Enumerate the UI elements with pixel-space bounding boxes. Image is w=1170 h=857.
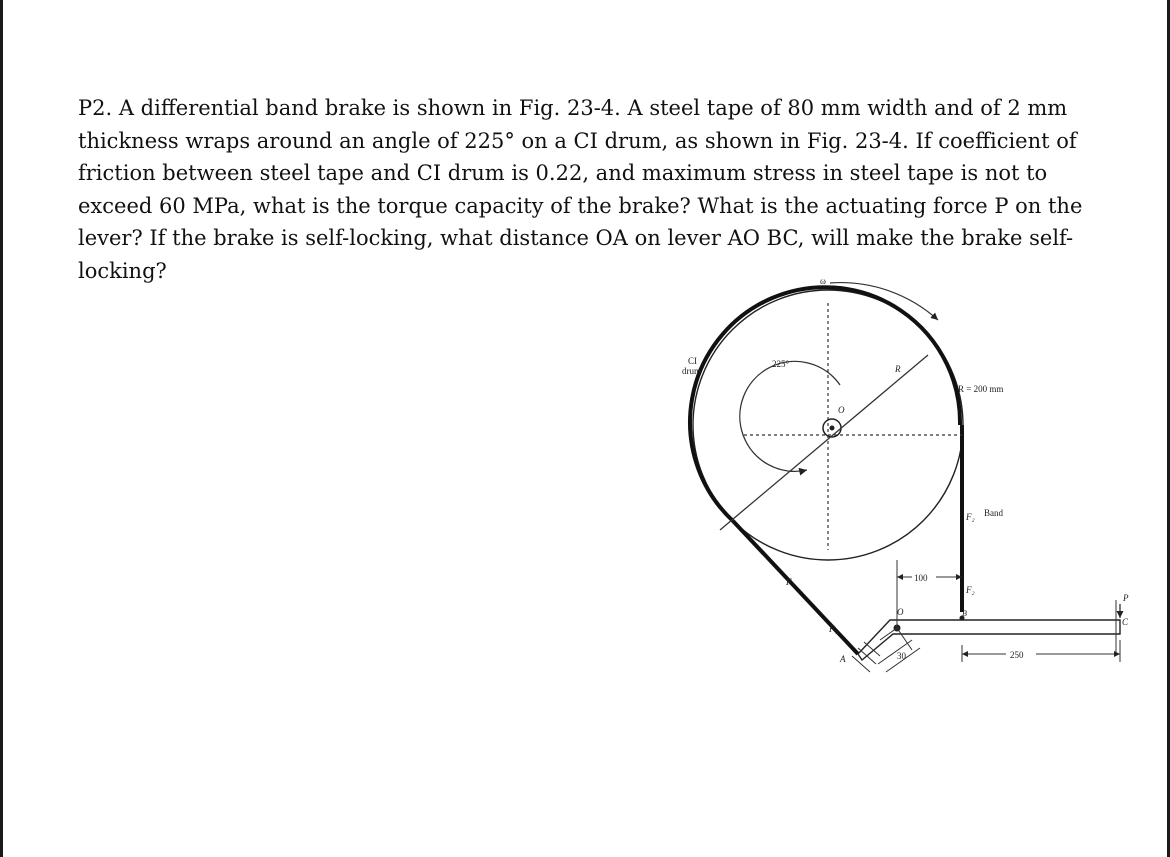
f2-upper-label: F₂	[966, 512, 975, 522]
band-label: Band	[984, 508, 1003, 518]
p-label: P	[1123, 593, 1129, 603]
band-wrap	[690, 287, 960, 521]
pivot-label: O	[897, 607, 904, 617]
problem-line-1: P2. A differential band brake is shown in Fig. 23-4. A steel tape of 80 mm width and of 2 mm	[78, 96, 1068, 120]
radius-label: R	[895, 364, 901, 374]
f1-upper-label: F₁	[786, 577, 795, 587]
radius-value-label: R = 200 mm	[958, 384, 1004, 394]
angle-arc	[740, 361, 840, 471]
problem-line-4: exceed 60 MPa, what is the torque capacity of the brake? What is the actuating force P on the	[78, 193, 1083, 218]
f2-lower-label: F₂	[966, 585, 975, 595]
problem-line-2: thickness wraps around an angle of 225° on a CI drum, as shown in Fig. 23-4. If coefficient of	[78, 128, 1077, 153]
b-label: B	[962, 609, 967, 618]
omega-label: ω	[820, 276, 826, 286]
dim-100-label: 100	[914, 573, 928, 583]
drum-label: drum	[682, 366, 701, 376]
band-left-tangent	[733, 521, 858, 654]
f1-lower-label: F₁	[829, 624, 838, 634]
problem-line-5: lever? If the brake is self-locking, what distance OA on lever AO BC, will make the brake self-	[78, 226, 1074, 250]
problem-line-3: friction between steel tape and CI drum is 0.22, and maximum stress in steel tape is not to	[78, 161, 1048, 185]
ci-label: CI	[688, 356, 697, 366]
drum-hub-dot	[830, 426, 835, 431]
dim-250-label: 250	[1010, 650, 1024, 660]
c-label: C	[1122, 617, 1129, 627]
angle-label: 225°	[772, 359, 790, 369]
a-label: A	[840, 654, 846, 664]
dim-30-label: 30	[897, 651, 906, 661]
radius-line	[720, 355, 928, 530]
problem-line-6: locking?	[78, 258, 167, 283]
center-label: O	[838, 405, 845, 415]
